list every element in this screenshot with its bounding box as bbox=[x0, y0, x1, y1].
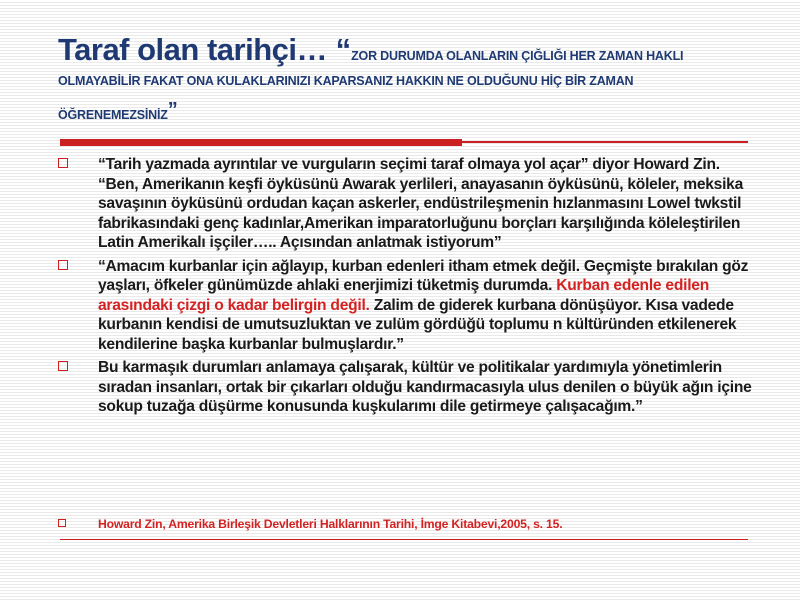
bottom-divider bbox=[60, 539, 748, 540]
square-bullet-icon bbox=[58, 260, 68, 270]
bullet-text-3: Bu karmaşık durumları anlamaya çalışarak, kültür ve politikalar yardımıyla yönetimlerin sıradan insanları, ortak bir çıkarları olduğu kandırmacasıyla ulus denilen o büyük ağın içine sokup tuzağa düşürme konusunda kuşkularımı dile getirmeye çalışacağım.” bbox=[98, 359, 752, 415]
bullet-item-1 bbox=[58, 155, 758, 253]
square-bullet-icon bbox=[58, 519, 66, 527]
title-quote-open: “ bbox=[327, 32, 352, 67]
bullet-text-2-before: “Amacım kurbanlar için ağlayıp, kurban edenleri itham etmek değil. Geçmişte bırakılan göz yaşları, öfkeler günümüzde ahlaki enerjimizi tüketmiş durumda. bbox=[98, 257, 749, 294]
source-citation bbox=[58, 517, 798, 531]
bullet-text-1: “Tarih yazmada ayrıntılar ve vurguların seçimi taraf olmaya yol açar” diyor Howard Zin. “Ben, Amerikanın keşfi öyküsünü Awarak yerlileri, anayasanın öyküsünü, köleler, meksika savaşının öyküsünü ordudan kaçan askerler, endüstrileşmenin hızlanmasını Lowel twkstil fabrikasındaki genç kadınlar,Amerikan imparatorluğunu borçları karşılığında köleleştirilen Latin Amerikalı işçiler….. Açısından anlatmak istiyorum” bbox=[98, 156, 744, 251]
title-divider-thick bbox=[60, 139, 462, 146]
title-subtitle-line3: ÖĞRENEMEZSİNİZ bbox=[58, 107, 168, 122]
bullet-text-2-highlight: Kurban edenle edilen arasındaki çizgi o kadar belirgin değil. bbox=[98, 277, 709, 314]
title-subtitle-line2: OLMAYABİLİR FAKAT ONA KULAKLARINIZI KAPARSANIZ HAKKIN NE OLDUĞUNU HİÇ BİR ZAMAN bbox=[58, 74, 634, 88]
title-subtitle-line3-wrap bbox=[58, 100, 758, 122]
source-citation-text: Howard Zin, Amerika Birleşik Devletleri Halklarının Tarihi, İmge Kitabevi,2005, s. 15. bbox=[98, 517, 563, 531]
bullet-item-2 bbox=[58, 257, 758, 355]
bullet-text-2-after: Zalim de giderek kurbana dönüşüyor. Kısa vadede kurbanın kendisi de umutsuzluktan ve zulüm gördüğü toplumu n kültüründen etkilenerek kendilerine başka kurbanlar bulmuşlardır.” bbox=[98, 296, 737, 353]
title-divider-thin bbox=[462, 141, 748, 143]
bullet-list bbox=[58, 155, 758, 421]
square-bullet-icon bbox=[58, 361, 68, 371]
slide-title bbox=[58, 34, 758, 121]
title-main-text: Taraf olan tarihçi… bbox=[58, 32, 327, 67]
bullet-item-3 bbox=[58, 358, 758, 417]
title-quote-close: ” bbox=[167, 98, 178, 121]
title-subtitle-line1: ZOR DURUMDA OLANLARIN ÇIĞLIĞI HER ZAMAN HAKLI bbox=[351, 49, 684, 63]
square-bullet-icon bbox=[58, 158, 68, 168]
